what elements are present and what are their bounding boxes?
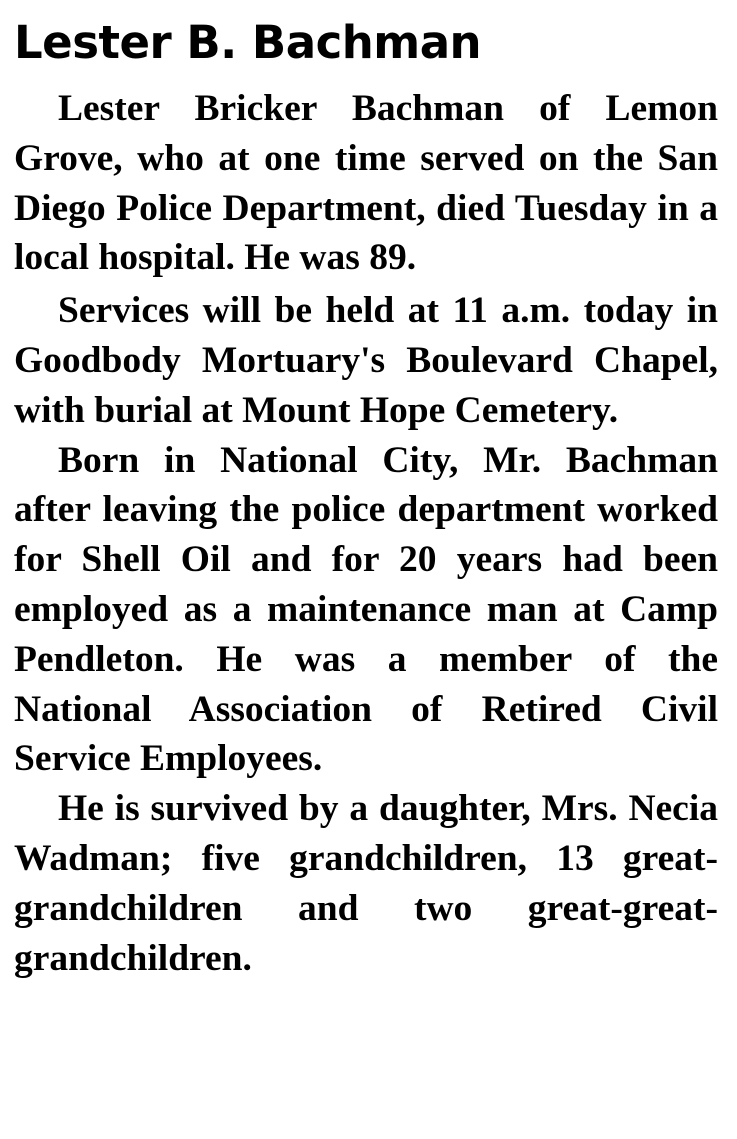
- headline: Lester B. Bachman: [14, 16, 482, 69]
- paragraph-services: Services will be held at 11 a.m. today in Goodbody Mortuary's Boulevard Chapel, with burial at Mount Hope Cemetery.: [14, 290, 718, 431]
- paragraph-biography: Born in National City, Mr. Bachman after leaving the police department worked for Shell Oil and for 20 years had been employed as a maintenance man at Camp Pendleton. He was a member of the National Association of Retired Civil Service Employees.: [14, 439, 718, 780]
- paragraph-survivors: He is survived by a daughter, Mrs. Necia Wadman; five grandchildren, 13 great-grandchildren and two great-great-grandchildren.: [14, 788, 718, 979]
- article-body: [14, 84, 718, 983]
- paragraph-death-notice: Lester Bricker Bachman of Lemon Grove, who at one time served on the San Diego Police Department, died Tuesday in a local hospital. He was 89.: [14, 88, 718, 279]
